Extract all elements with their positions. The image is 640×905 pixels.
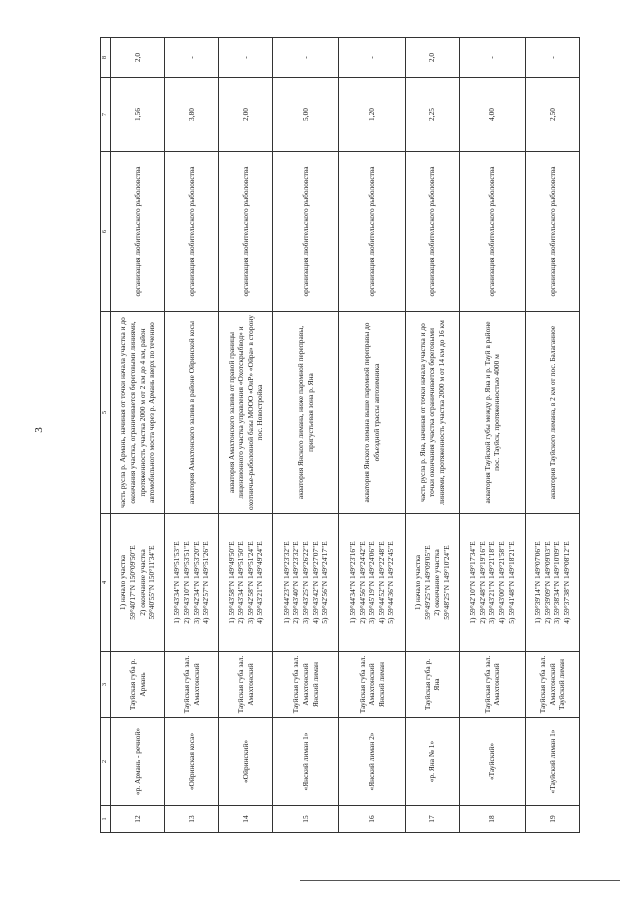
coordinate-line: 5) 59°41'48"N 149°18'21"E	[506, 541, 516, 624]
site-name: «Ойринская коса»	[165, 718, 219, 806]
site-description: акватория Амахтонского залива в районе Ойринской косы	[165, 312, 219, 514]
coordinate-line: 1) 59°39'14"N 149°07'06"E	[533, 541, 543, 624]
site-description: акватория Амахтонского залива от правой границы лицензионного участка управления «Охотскрыбвод» и охотничье-рыболовной базы МООО «ОиР» «Ойра» в сторону пос. Новостройка	[219, 312, 273, 514]
site-purpose: организация любительского рыболовства	[459, 152, 525, 312]
site-name: «Тауйский»	[459, 718, 525, 806]
coordinate-line: 1) 59°43'58"N 149°49'50"E	[226, 541, 236, 624]
header-cell: 1	[101, 806, 111, 833]
site-area: 3,80	[165, 78, 219, 152]
coordinate-line: 2) 59°44'56"N 149°24'42"E	[357, 541, 367, 624]
row-number: 16	[339, 806, 405, 833]
site-purpose: организация любительского рыболовства	[165, 152, 219, 312]
coordinate-line: 1) 59°44'34"N 149°23'16"E	[347, 541, 357, 624]
header-cell: 5	[101, 312, 111, 514]
site-location: Тауйская губа зал. Амахтонский Тауйский лиман	[525, 652, 579, 718]
coordinate-line: 2) окончание участка	[432, 549, 442, 616]
coordinate-line: 4) 59°43'21"N 149°49'24"E	[255, 541, 265, 624]
site-coordinates	[273, 514, 339, 652]
coordinate-line: 1) 59°42'10"N 149°17'34"E	[468, 541, 478, 624]
coordinate-line: 5) 59°44'36"N 149°22'45"E	[386, 541, 396, 624]
row-number: 18	[459, 806, 525, 833]
site-location: Тауйская губа зал. Амахтонский	[459, 652, 525, 718]
site-purpose: организация любительского рыболовства	[111, 152, 165, 312]
coordinate-line: 3) 59°42'34"N 149°53'20"E	[191, 541, 201, 624]
site-col8: -	[165, 38, 219, 78]
coordinate-line: 59°40'55"N 150°11'34"E	[147, 545, 157, 620]
coordinate-line: 3) 59°42'58"N 149°51'24"E	[245, 541, 255, 624]
site-col8: 2,0	[111, 38, 165, 78]
header-cell: 7	[101, 78, 111, 152]
coordinate-line: 3) 59°43'21"N 149°21'18"E	[487, 541, 497, 624]
site-name: «р. Яна № 1»	[405, 718, 459, 806]
site-description: часть русла р. Армань, начиная от точки начала участка и до окончания участка, ограничивается береговыми линиями, протяженность участка 2000 м от 2 км до 4 км, район автомобильного моста через р. Армань вверх по течению	[111, 312, 165, 514]
table-row	[339, 38, 405, 833]
site-purpose: организация любительского рыболовства	[273, 152, 339, 312]
page-number: 3	[32, 427, 45, 433]
site-col8: -	[219, 38, 273, 78]
header-cell: 3	[101, 652, 111, 718]
site-area: 2,00	[219, 78, 273, 152]
site-purpose: организация любительского рыболовства	[525, 152, 579, 312]
rotated-table-wrapper	[100, 38, 580, 833]
site-description: акватория Янского лимана, ниже паромной переправы, пригустьевая зона р. Яна	[273, 312, 339, 514]
site-purpose: организация любительского рыболовства	[219, 152, 273, 312]
site-coordinates	[525, 514, 579, 652]
coordinate-line: 5) 59°42'56"N 149°24'17"E	[320, 541, 330, 624]
coordinate-line: 1) начало участка	[118, 554, 128, 611]
table-row	[219, 38, 273, 833]
site-area: 1,20	[339, 78, 405, 152]
row-number: 19	[525, 806, 579, 833]
row-number: 14	[219, 806, 273, 833]
site-coordinates	[405, 514, 459, 652]
row-number: 12	[111, 806, 165, 833]
site-col8: 2,0	[405, 38, 459, 78]
coordinate-line: 2) 59°43'34"N 149°51'50"E	[236, 541, 246, 624]
site-location: Тауйская губа р. Яна	[405, 652, 459, 718]
coordinate-line: 59°40'17"N 150°09'50"E	[127, 545, 137, 620]
site-area: 5,00	[273, 78, 339, 152]
site-area: 4,00	[459, 78, 525, 152]
site-location: Тауйская губа р. Армань	[111, 652, 165, 718]
coordinate-line: 59°48'25"N 149°10'24"E	[441, 545, 451, 620]
coordinate-line: 2) 59°39'09"N 149°09'03"E	[542, 541, 552, 624]
site-col8: -	[273, 38, 339, 78]
fishing-sites-table	[100, 37, 580, 833]
coordinate-line: 4) 59°44'52"N 149°22'48"E	[376, 541, 386, 624]
header-cell: 2	[101, 718, 111, 806]
row-number: 15	[273, 806, 339, 833]
site-area: 2,25	[405, 78, 459, 152]
site-coordinates	[219, 514, 273, 652]
site-col8: -	[459, 38, 525, 78]
site-location: Тауйская губа зал. Амахтонский	[219, 652, 273, 718]
coordinate-line: 4) 59°43'00"N 149°21'58"E	[497, 541, 507, 624]
site-location: Тауйская губа зал. Амахтонский Янский лиман	[339, 652, 405, 718]
site-name: «Янский лиман 2»	[339, 718, 405, 806]
coordinate-line: 2) 59°42'48"N 149°19'16"E	[477, 541, 487, 624]
coordinate-line: 3) 59°38'34"N 149°10'09"E	[552, 541, 562, 624]
site-coordinates	[459, 514, 525, 652]
site-coordinates	[165, 514, 219, 652]
row-number: 13	[165, 806, 219, 833]
site-purpose: организация любительского рыболовства	[405, 152, 459, 312]
coordinate-line: 3) 59°43'25"N 149°26'22"E	[301, 541, 311, 624]
coordinate-line: 2) 59°43'40"N 149°23'32"E	[291, 541, 301, 624]
coordinate-line: 3) 59°45'19"N 149°24'06"E	[367, 541, 377, 624]
site-area: 2,50	[525, 78, 579, 152]
site-name: «Ойринский»	[219, 718, 273, 806]
header-row	[101, 38, 111, 833]
site-location: Тауйская губа зал. Амахтонский	[165, 652, 219, 718]
site-name: «Тауйский лиман 1»	[525, 718, 579, 806]
coordinate-line: 2) окончание участка	[137, 549, 147, 616]
site-col8: -	[339, 38, 405, 78]
coordinate-line: 1) начало участка	[412, 554, 422, 611]
site-purpose: организация любительского рыболовства	[339, 152, 405, 312]
header-cell: 8	[101, 38, 111, 78]
site-name: «Янский лиман 1»	[273, 718, 339, 806]
site-description: акватория Тауйской губы между р. Яна и р. Тауй в районе пос. Тауйск, протяженностью 4000 м	[459, 312, 525, 514]
table-row	[165, 38, 219, 833]
site-col8: -	[525, 38, 579, 78]
site-location: Тауйская губа зал. Амахтонский Янский лиман	[273, 652, 339, 718]
coordinate-line: 59°49'25"N 149°09'05"E	[422, 545, 432, 620]
table-row	[405, 38, 459, 833]
coordinate-line: 4) 59°37'38"N 149°08'12"E	[562, 541, 572, 624]
site-description: акватория Янского лимана выше паромной переправы до объездной трассы автозимника	[339, 312, 405, 514]
row-number: 17	[405, 806, 459, 833]
table-row	[525, 38, 579, 833]
site-area: 1,56	[111, 78, 165, 152]
table-row	[459, 38, 525, 833]
coordinate-line: 1) 59°44'23"N 149°23'32"E	[281, 541, 291, 624]
coordinate-line: 2) 59°43'10"N 149°53'51"E	[182, 541, 192, 624]
footer-divider	[300, 880, 620, 881]
table-row	[273, 38, 339, 833]
site-coordinates	[339, 514, 405, 652]
coordinate-line: 4) 59°43'42"N 149°27'07"E	[310, 541, 320, 624]
header-cell: 4	[101, 514, 111, 652]
coordinate-line: 4) 59°42'57"N 149°51'26"E	[201, 541, 211, 624]
site-description: акватория Тауйского лимана, в 2 км от пос. Балаганное	[525, 312, 579, 514]
site-description: часть русла р. Яна, начиная от точки начала участка и до точки окончания участка ограничивается береговыми линиями, протяженность участка 2000 м от 14 км до 16 км	[405, 312, 459, 514]
header-cell: 6	[101, 152, 111, 312]
coordinate-line: 1) 59°43'34"N 149°51'53"E	[172, 541, 182, 624]
site-coordinates	[111, 514, 165, 652]
table-row	[111, 38, 165, 833]
site-name: «р. Армань - речной»	[111, 718, 165, 806]
